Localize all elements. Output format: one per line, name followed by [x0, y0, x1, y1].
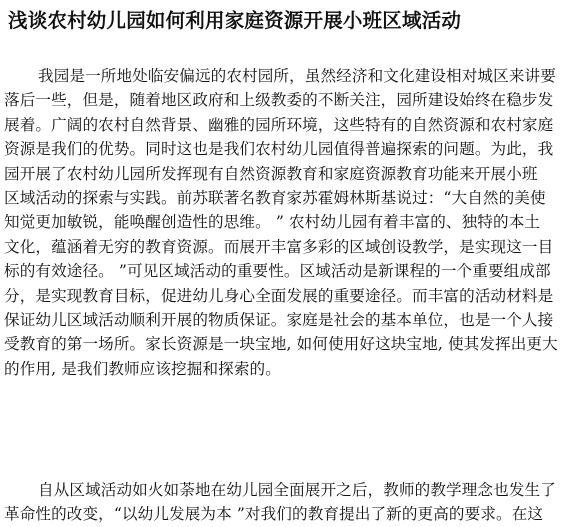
text-line: 分，是实现教育目标，促进幼儿身心全面发展的重要途径。而丰富的活动材料是	[4, 286, 554, 305]
text-line: 革命性的改变，“以幼儿发展为本 ”对我们的教育提出了新的更高的要求。在这	[4, 505, 544, 524]
paragraph-1	[4, 64, 561, 381]
text-line: 保证幼儿区域活动顺利开展的物质保证。家庭是社会的基本单位，也是一个人接	[4, 311, 554, 330]
text-line: 展着。广阔的农村自然背景、幽雅的园所环境，这些特有的自然资源和农村家庭	[4, 115, 554, 134]
text-line: 园开展了农村幼儿园所发挥现有自然资源教育和家庭资源教育功能来开展小班	[4, 164, 538, 183]
text-line: 自从区域活动如火如荼地在幼儿园全面展开之后，教师的教学理念也发生了	[38, 481, 556, 499]
text-line: 受教育的第一场所。家长资源是一块宝地, 如何使用好这块宝地, 使其发挥出更大	[4, 335, 558, 354]
text-line: 落后一些，但是，随着地区政府和上级教委的不断关注，园所建设始终在稳步发	[4, 91, 554, 110]
text-line: 区域活动的探索与实践。前苏联著名教育家苏霍姆林斯基说过：“大自然的美使	[4, 189, 546, 208]
text-line: 我园是一所地处临安偏远的农村园所，虽然经济和文化建设相对城区来讲要	[38, 67, 556, 85]
text-line: 知觉更加敏锐，能唤醒创造性的思维。 ” 农村幼儿园有着丰富的、独特的本土	[4, 213, 541, 232]
text-line: 资源是我们的优势。同时这也是我们农村幼儿园值得普遍探索的问题。为此，我	[4, 140, 554, 159]
article-title: 浅谈农村幼儿园如何利用家庭资源开展小班区域活动	[8, 9, 462, 32]
text-line: 的作用, 是我们教师应该挖掘和探索的。	[4, 359, 281, 378]
paragraph-2	[4, 478, 561, 527]
text-line: 文化，蕴涵着无穷的教育资源。而展开丰富多彩的区域创设教学，是实现这一目	[4, 237, 554, 256]
text-line: 标的有效途径。 ”可见区域活动的重要性。区域活动是新课程的一个重要组成部	[4, 262, 551, 281]
